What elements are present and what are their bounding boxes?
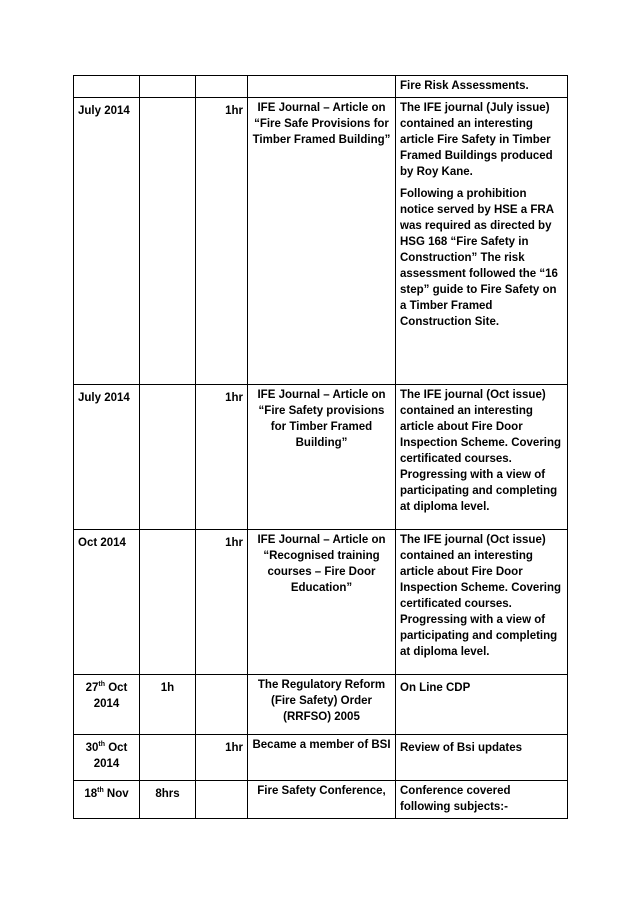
date-text: July 2014 — [78, 392, 130, 404]
activity-cell — [248, 98, 396, 385]
date-text: 30 — [85, 742, 99, 754]
relevance-cell — [396, 735, 568, 781]
date-cell — [74, 781, 140, 819]
table-row — [74, 735, 568, 781]
table-row — [74, 781, 568, 819]
table-row — [74, 76, 568, 98]
date-text: Oct 2014 — [93, 742, 128, 770]
relevance-cell — [396, 675, 568, 735]
relevance-text: Fire Risk Assessments. — [400, 80, 529, 92]
relevance-text: The IFE journal (Oct issue) contained an interesting article about Fire Door Inspection Scheme. Covering certificated courses. Progressing with a view of participating and completing at diploma level. — [400, 534, 562, 658]
hours-cell — [196, 98, 248, 385]
hours-cell — [196, 530, 248, 675]
date-cell — [74, 98, 140, 385]
date-cell — [74, 76, 140, 98]
relevance-text: The IFE journal (Oct issue) contained an interesting article about Fire Door Inspection Scheme. Covering certificated courses. Progressing with a view of participating and completing at diploma level. — [400, 389, 562, 513]
date-cell — [74, 735, 140, 781]
hours-text: 1h — [160, 682, 175, 694]
relevance-cell — [396, 781, 568, 819]
relevance-cell — [396, 530, 568, 675]
activity-text: The Regulatory Reform (Fire Safety) Order (RRFSO) 2005 — [257, 679, 386, 723]
hours-text: 1hr — [225, 105, 243, 117]
relevance-text: On Line CDP — [400, 682, 471, 694]
hours-cell — [196, 385, 248, 530]
activity-cell — [248, 385, 396, 530]
date-text: July 2014 — [78, 105, 130, 117]
table-row — [74, 530, 568, 675]
relevance-cell — [396, 76, 568, 98]
activity-cell — [248, 781, 396, 819]
relevance-cell — [396, 98, 568, 385]
date-cell — [74, 385, 140, 530]
date-suffix: th — [97, 787, 104, 795]
date-suffix: th — [98, 741, 106, 749]
table-row — [74, 385, 568, 530]
date-text: 18 — [84, 788, 98, 800]
activity-text: IFE Journal – Article on “Fire Safety provisions for Timber Framed Building” — [257, 389, 386, 449]
relevance-text: The IFE journal (July issue) contained an interesting article Fire Safety in Timber Framed Buildings produced by Roy Kane. — [400, 102, 553, 178]
date-cell — [74, 530, 140, 675]
hours-cell — [196, 76, 248, 98]
hours-cell — [140, 735, 196, 781]
table-row — [74, 675, 568, 735]
date-text: 27 — [85, 682, 99, 694]
activity-text: Became a member of BSI — [252, 739, 391, 751]
activity-cell — [248, 76, 396, 98]
hours-cell — [196, 675, 248, 735]
date-text: Oct 2014 — [93, 682, 128, 710]
relevance-text: Review of Bsi updates — [400, 742, 523, 754]
relevance-cell — [396, 385, 568, 530]
hours-cell — [196, 781, 248, 819]
activity-text: IFE Journal – Article on “Recognised training courses – Fire Door Education” — [257, 534, 386, 594]
relevance-text: Conference covered following subjects:- — [400, 785, 511, 813]
date-text: Oct 2014 — [78, 537, 126, 549]
date-cell — [74, 675, 140, 735]
table-row — [74, 98, 568, 385]
hours-cell — [140, 98, 196, 385]
cpd-log-table — [73, 75, 568, 819]
hours-cell — [140, 530, 196, 675]
hours-cell — [140, 675, 196, 735]
date-suffix: th — [98, 681, 106, 689]
date-text: Nov — [103, 788, 129, 800]
activity-text: IFE Journal – Article on “Fire Safe Provisions for Timber Framed Building” — [252, 102, 391, 146]
hours-cell — [140, 781, 196, 819]
hours-text: 1hr — [225, 742, 243, 754]
activity-text: Fire Safety Conference, — [257, 785, 386, 797]
activity-cell — [248, 530, 396, 675]
hours-cell — [140, 76, 196, 98]
hours-text: 1hr — [225, 392, 243, 404]
hours-cell — [140, 385, 196, 530]
activity-cell — [248, 675, 396, 735]
activity-cell — [248, 735, 396, 781]
hours-text: 1hr — [225, 537, 243, 549]
hours-text: 8hrs — [155, 788, 180, 800]
hours-cell — [196, 735, 248, 781]
relevance-text: Following a prohibition notice served by HSE a FRA was required as directed by HSG 168 “Fire Safety in Construction” The risk assessment followed the “16 step” guide to Fire Safety on a Timber Framed Construction Site. — [400, 188, 558, 328]
